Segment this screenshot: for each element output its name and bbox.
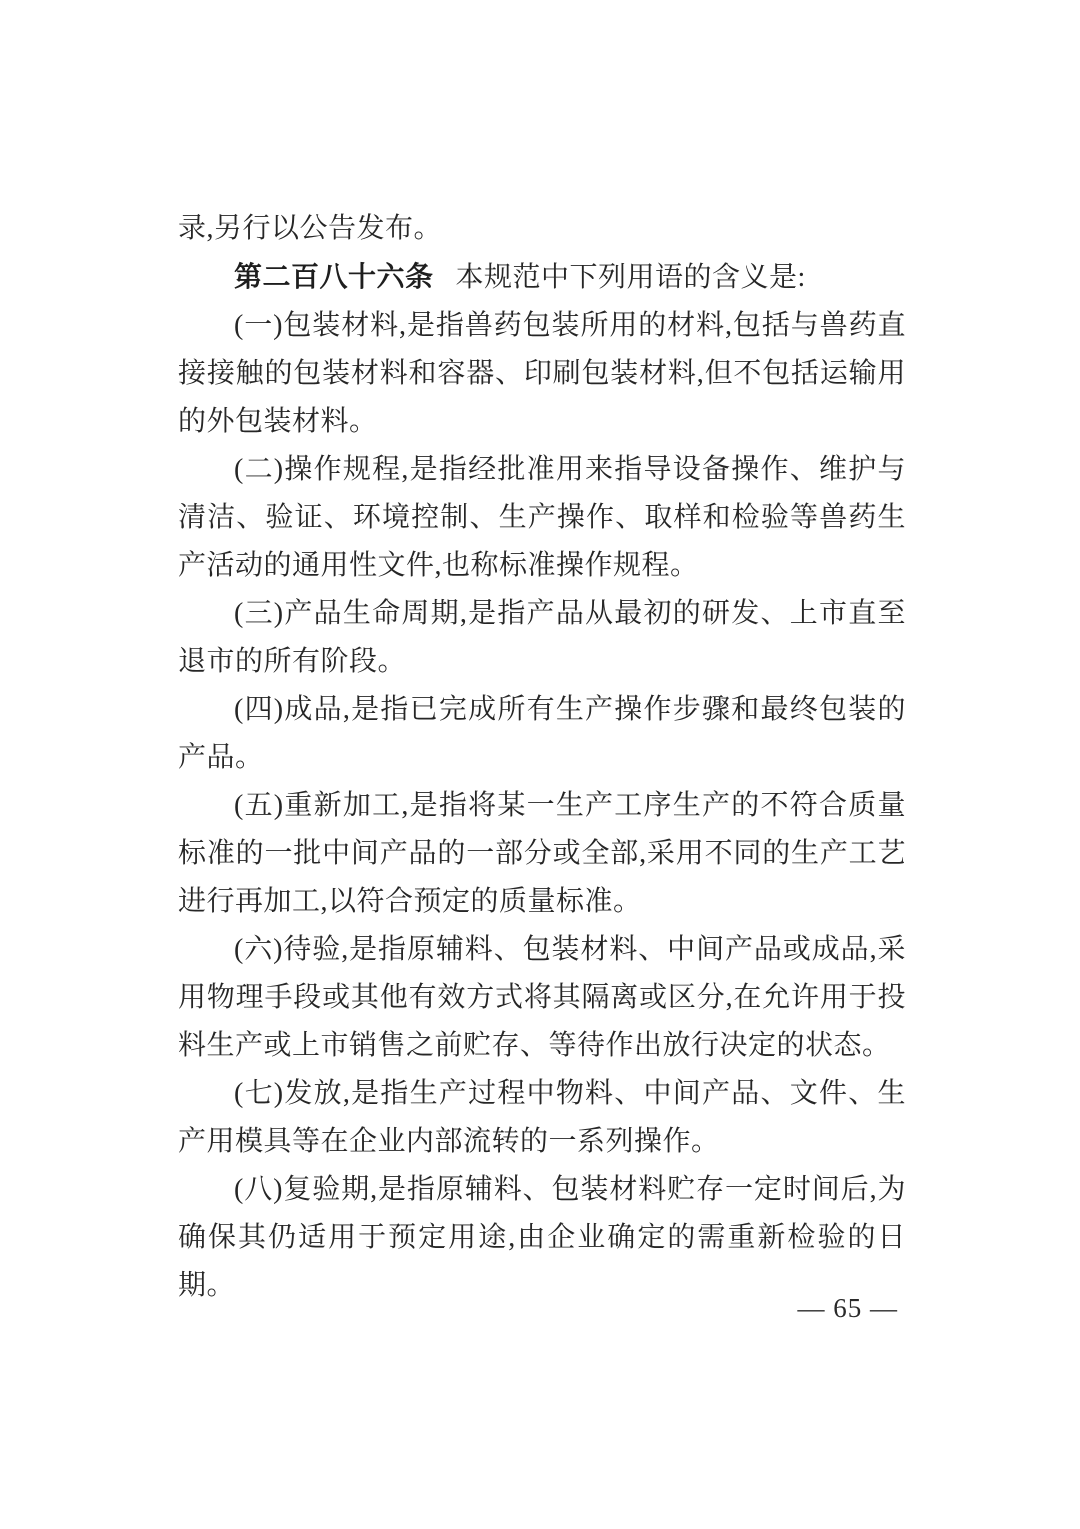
page-number: — 65 — (797, 1293, 898, 1323)
definition-item-6: (六)待验,是指原辅料、包装材料、中间产品或成品,采用物理手段或其他有效方式将其隔离或区分,在允许用于投料生产或上市销售之前贮存、等待作出放行决定的状态。 (178, 934, 906, 1061)
continuation-paragraph: 录,另行以公告发布。 (178, 213, 443, 244)
definition-item-8: (八)复验期,是指原辅料、包装材料贮存一定时间后,为确保其仍适用于预定用途,由企业确定的需重新检验的日期。 (178, 1174, 906, 1301)
definition-item-7: (七)发放,是指生产过程中物料、中间产品、文件、生产用模具等在企业内部流转的一系列操作。 (178, 1078, 906, 1157)
document-body (178, 205, 906, 1310)
definition-item-4: (四)成品,是指已完成所有生产操作步骤和最终包装的产品。 (178, 694, 906, 773)
article-286-heading (178, 253, 906, 302)
definition-item-1: (一)包装材料,是指兽药包装所用的材料,包括与兽药直接接触的包装材料和容器、印刷包装材料,但不包括运输用的外包装材料。 (178, 310, 906, 437)
definition-item-3: (三)产品生命周期,是指产品从最初的研发、上市直至退市的所有阶段。 (178, 598, 906, 677)
article-number: 第二百八十六条 (234, 261, 434, 292)
definition-item-2: (二)操作规程,是指经批准用来指导设备操作、维护与清洁、验证、环境控制、生产操作、取样和检验等兽药生产活动的通用性文件,也称标准操作规程。 (178, 454, 906, 581)
definition-item-5: (五)重新加工,是指将某一生产工序生产的不符合质量标准的一批中间产品的一部分或全部,采用不同的生产工艺进行再加工,以符合预定的质量标准。 (178, 790, 906, 917)
article-intro: 本规范中下列用语的含义是: (455, 262, 806, 293)
